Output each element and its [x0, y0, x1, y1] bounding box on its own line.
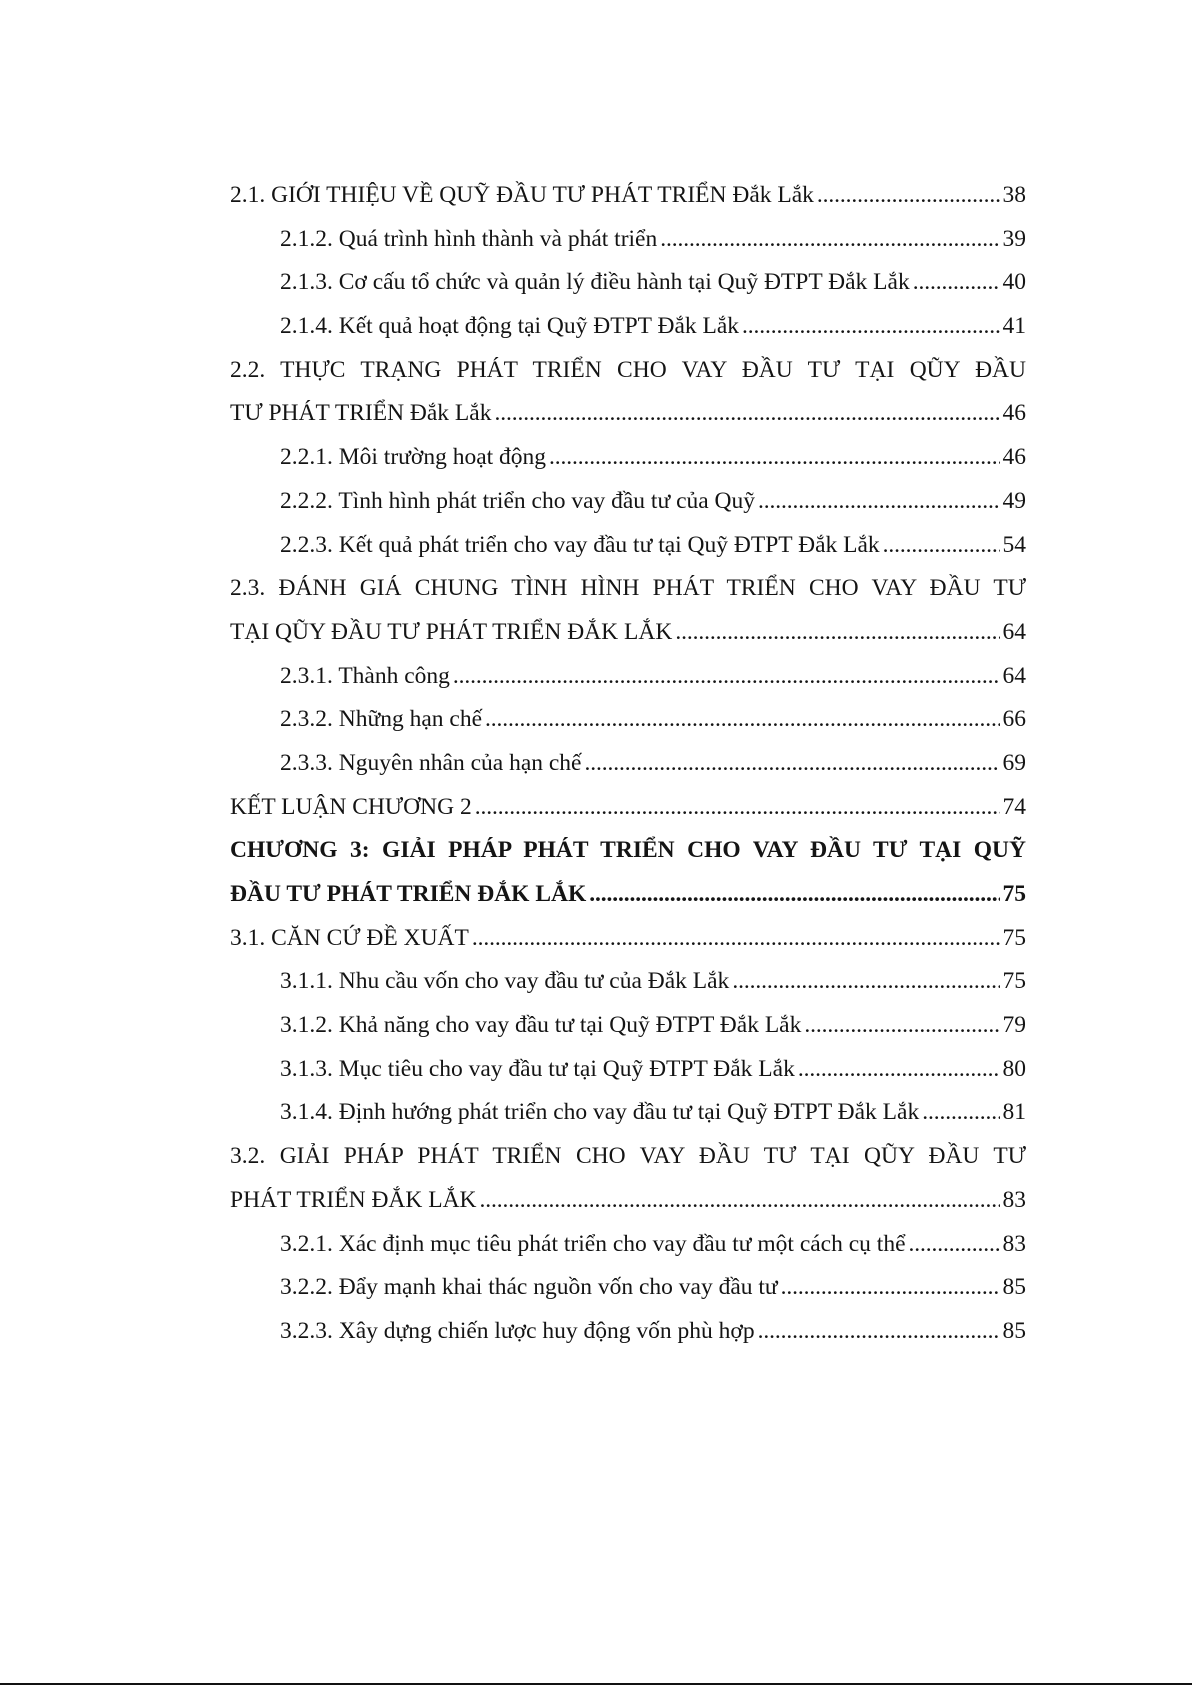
- toc-entry-text: 3.1.2. Khả năng cho vay đầu tư tại Quỹ ĐTPT Đắk Lắk: [280, 1012, 802, 1039]
- toc-entry-text: 2.3.1. Thành công: [280, 662, 450, 689]
- toc-entry: [230, 480, 1026, 524]
- toc-entry: [230, 1223, 1026, 1267]
- toc-page-number: 54: [1002, 531, 1026, 558]
- toc-page-number: 75: [1002, 924, 1026, 951]
- dot-leader: [804, 1004, 999, 1048]
- dot-leader: [909, 1223, 1000, 1267]
- dot-leader: [494, 392, 999, 436]
- dot-leader: [922, 1091, 999, 1135]
- toc-entry-text: 2.1. GIỚI THIỆU VỀ QUỸ ĐẦU TƯ PHÁT TRIỂN Đắk Lắk: [230, 182, 814, 208]
- toc-entry-text: 2.2.2. Tình hình phát triển cho vay đầu tư của Quỹ: [280, 487, 756, 514]
- table-of-contents: [230, 174, 1026, 1354]
- dot-leader: [758, 480, 999, 524]
- toc-entry-text: 2.1.2. Quá trình hình thành và phát triển: [280, 225, 658, 252]
- toc-entry-text: KẾT LUẬN CHƯƠNG 2: [230, 793, 472, 820]
- dot-leader: [758, 1310, 1000, 1354]
- toc-entry-line1: 2.2. THỰC TRẠNG PHÁT TRIỂN CHO VAY ĐẦU TƯ TẠI QŨY ĐẦU: [230, 356, 1026, 383]
- toc-page-number: 66: [1002, 706, 1026, 733]
- dot-leader: [480, 1179, 1000, 1223]
- toc-page-number: 79: [1002, 1012, 1026, 1039]
- toc-entry: [230, 436, 1026, 480]
- toc-page-number: 46: [1002, 400, 1026, 427]
- toc-page-number: 41: [1002, 313, 1026, 340]
- toc-chapter-line1: CHƯƠNG 3: GIẢI PHÁP PHÁT TRIỂN CHO VAY ĐẦU TƯ TẠI QUỸ: [230, 837, 1026, 864]
- toc-page-number: 85: [1002, 1317, 1026, 1344]
- toc-page-number: 40: [1002, 269, 1026, 296]
- toc-entry: [230, 960, 1026, 1004]
- toc-entry: [230, 1310, 1026, 1354]
- toc-page-number: 39: [1002, 225, 1026, 252]
- dot-leader: [675, 611, 999, 655]
- toc-entry-text: 2.3.3. Nguyên nhân của hạn chế: [280, 749, 582, 776]
- toc-entry-text: 2.3.2. Những hạn chế: [280, 706, 482, 733]
- toc-entry: [230, 1179, 1026, 1223]
- dot-leader: [913, 261, 1000, 305]
- dot-leader: [883, 524, 1000, 568]
- toc-entry-text: 2.1.4. Kết quả hoạt động tại Quỹ ĐTPT Đắk Lắk: [280, 313, 740, 340]
- toc-entry: [230, 174, 1026, 218]
- toc-entry-text: 3.1.3. Mục tiêu cho vay đầu tư tại Quỹ ĐTPT Đắk Lắk: [280, 1055, 795, 1082]
- toc-page-number: 75: [1002, 881, 1026, 907]
- toc-page-number: 69: [1002, 749, 1026, 776]
- dot-leader: [549, 436, 999, 480]
- toc-entry: [230, 742, 1026, 786]
- dot-leader: [732, 960, 999, 1004]
- toc-entry: [230, 218, 1026, 262]
- toc-entry-text: 3.1.1. Nhu cầu vốn cho vay đầu tư của Đắk Lắk: [280, 968, 730, 995]
- toc-entry-text: 3.1. CĂN CỨ ĐỀ XUẤT: [230, 924, 469, 951]
- toc-entry-text: 2.2.3. Kết quả phát triển cho vay đầu tư tại Quỹ ĐTPT Đắk Lắk: [280, 531, 880, 558]
- dot-leader: [798, 1048, 1000, 1092]
- toc-entry: [230, 655, 1026, 699]
- dot-leader: [817, 174, 1000, 218]
- toc-entry-text: TẠI QŨY ĐẦU TƯ PHÁT TRIỂN ĐẮK LẮK: [230, 618, 673, 645]
- toc-entry-text: 3.2.1. Xác định mục tiêu phát triển cho vay đầu tư một cách cụ thể: [280, 1230, 906, 1257]
- toc-chapter-entry: [230, 873, 1026, 917]
- toc-page-number: 38: [1002, 182, 1026, 208]
- toc-entry-text: 2.1.3. Cơ cấu tổ chức và quản lý điều hành tại Quỹ ĐTPT Đắk Lắk: [280, 269, 910, 296]
- dot-leader: [472, 917, 1000, 961]
- toc-page-number: 46: [1002, 444, 1026, 471]
- toc-entry: [230, 261, 1026, 305]
- toc-entry-text: 3.2.3. Xây dựng chiến lược huy động vốn phù hợp: [280, 1317, 755, 1344]
- toc-entry-text: PHÁT TRIỂN ĐẮK LẮK: [230, 1186, 477, 1213]
- toc-entry-text: 3.1.4. Định hướng phát triển cho vay đầu tư tại Quỹ ĐTPT Đắk Lắk: [280, 1099, 920, 1126]
- dot-leader: [453, 655, 1000, 699]
- toc-entry: [230, 524, 1026, 568]
- toc-entry: [230, 786, 1026, 830]
- toc-page-number: 49: [1002, 487, 1026, 514]
- toc-entry: [230, 611, 1026, 655]
- dot-leader: [742, 305, 999, 349]
- toc-page-number: 80: [1002, 1055, 1026, 1082]
- toc-entry-line1: 2.3. ĐÁNH GIÁ CHUNG TÌNH HÌNH PHÁT TRIỂN CHO VAY ĐẦU TƯ: [230, 575, 1026, 602]
- toc-entry: [230, 305, 1026, 349]
- toc-page-number: 64: [1002, 618, 1026, 645]
- toc-entry: [230, 1048, 1026, 1092]
- toc-entry-text: 3.2.2. Đẩy mạnh khai thác nguồn vốn cho vay đầu tư: [280, 1274, 778, 1301]
- toc-entry: [230, 1091, 1026, 1135]
- toc-page-number: 85: [1002, 1274, 1026, 1301]
- toc-entry: [230, 1004, 1026, 1048]
- dot-leader: [475, 786, 1000, 830]
- toc-entry: [230, 917, 1026, 961]
- toc-entry-text: TƯ PHÁT TRIỂN Đắk Lắk: [230, 400, 492, 427]
- toc-entry: [230, 392, 1026, 436]
- toc-page-number: 83: [1002, 1230, 1026, 1257]
- toc-page-number: 74: [1002, 793, 1026, 820]
- dot-leader: [584, 742, 999, 786]
- toc-page-number: 64: [1002, 662, 1026, 689]
- toc-entry: [230, 698, 1026, 742]
- dot-leader: [781, 1266, 1000, 1310]
- dot-leader: [660, 218, 999, 262]
- toc-page-number: 83: [1002, 1186, 1026, 1213]
- toc-entry-text: ĐẦU TƯ PHÁT TRIỂN ĐẮK LẮK: [230, 881, 587, 907]
- toc-entry-line1: 3.2. GIẢI PHÁP PHÁT TRIỂN CHO VAY ĐẦU TƯ TẠI QŨY ĐẦU TƯ: [230, 1143, 1026, 1170]
- dot-leader: [589, 873, 999, 917]
- toc-page-number: 81: [1002, 1099, 1026, 1126]
- toc-page-number: 75: [1002, 968, 1026, 995]
- toc-entry-text: 2.2.1. Môi trường hoạt động: [280, 444, 547, 471]
- toc-entry: [230, 1266, 1026, 1310]
- dot-leader: [485, 698, 1000, 742]
